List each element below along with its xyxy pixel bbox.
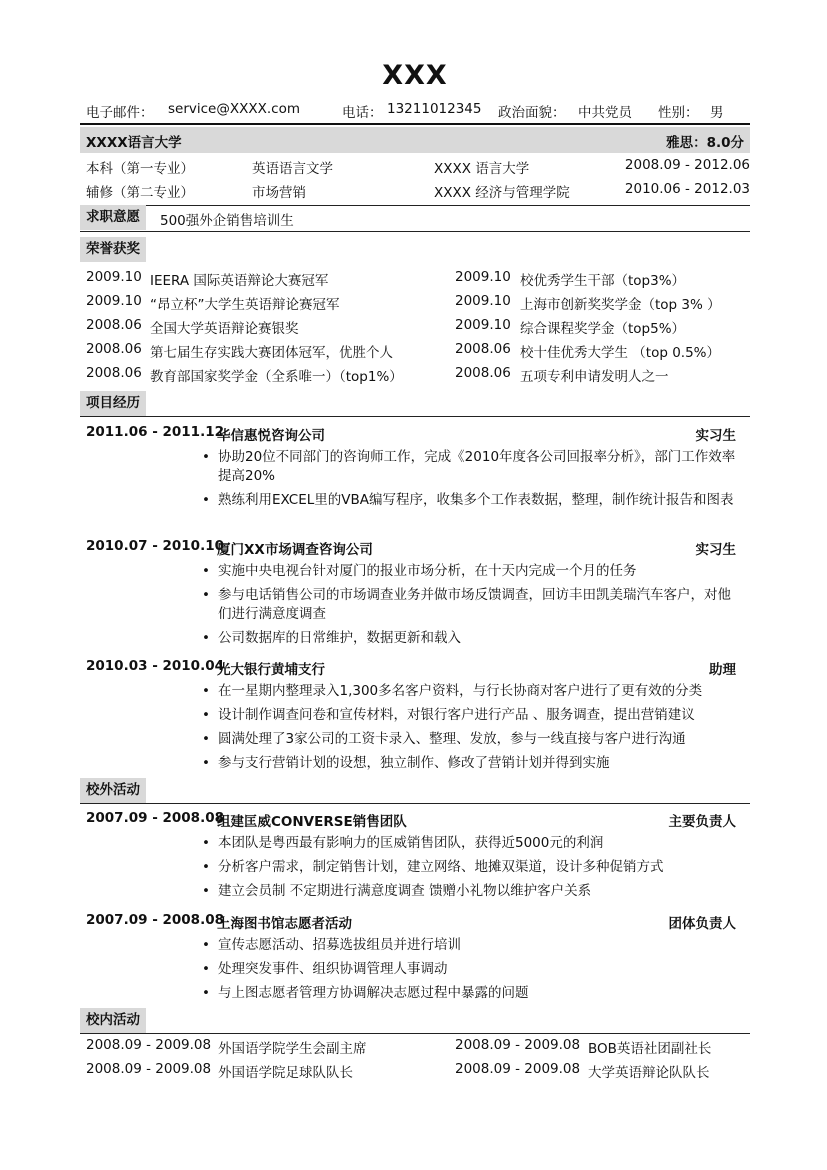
honor-row (80, 269, 750, 291)
honor-text: 校十佳优秀大学生 （top 0.5%） (520, 345, 721, 361)
honor-text: 上海市创新奖奖学金（top 3% ） (520, 297, 721, 313)
experience-org: 厦门XX市场调查咨询公司 (217, 542, 373, 558)
campus-role: 外国语学院足球队队长 (218, 1065, 353, 1081)
honor-date: 2009.10 (455, 269, 511, 285)
honor-date: 2009.10 (86, 293, 142, 309)
experience-org: 上海图书馆志愿者活动 (217, 916, 352, 932)
experience-header (86, 810, 736, 830)
honor-date: 2008.06 (455, 341, 511, 357)
honor-text: 全国大学英语辩论赛银奖 (150, 321, 299, 337)
honor-row (80, 341, 750, 363)
honor-date: 2009.10 (86, 269, 142, 285)
bullet-item: • 公司数据库的日常维护，数据更新和载入 (218, 629, 738, 648)
phone-label: 电话： (342, 105, 383, 121)
education-row (80, 181, 750, 203)
honor-date: 2009.10 (455, 293, 511, 309)
experience-bullets (218, 834, 738, 906)
section-title-outside: 校外活动 (80, 778, 146, 803)
education-divider (80, 205, 750, 206)
bullet-item: • 本团队是粤西最有影响力的匡威销售团队，获得近5000元的利润 (218, 834, 738, 853)
experience-header (86, 538, 736, 558)
education-header (80, 127, 750, 153)
politics-label: 政治面貌： (498, 105, 566, 121)
campus-period: 2008.09 - 2009.08 (455, 1061, 581, 1077)
degree-major: 英语语言文学 (252, 161, 333, 177)
politics-value: 中共党员 (578, 105, 632, 121)
honor-date: 2008.06 (455, 365, 511, 381)
gender-value: 男 (710, 105, 724, 121)
experience-role: 团体负责人 (668, 916, 736, 932)
objective-value (160, 209, 560, 231)
honor-date: 2008.06 (86, 365, 142, 381)
honor-date: 2009.10 (455, 317, 511, 333)
objective-label: 求职意愿 (80, 205, 146, 230)
section-title-campus: 校内活动 (80, 1008, 146, 1033)
degree-type: 辅修（第二专业） (86, 185, 194, 201)
honor-row (80, 317, 750, 339)
section-title-honors: 荣誉获奖 (80, 237, 146, 262)
degree-school: XXXX 语言大学 (434, 161, 530, 177)
campus-row (80, 1037, 750, 1059)
bullet-item: • 分析客户需求，制定销售计划，建立网络、地摊双渠道，设计多种促销方式 (218, 858, 738, 877)
campus-role: BOB英语社团副社长 (588, 1041, 712, 1057)
education-row (80, 157, 750, 179)
contact-line (80, 101, 750, 121)
campus-period: 2008.09 - 2009.08 (86, 1061, 212, 1077)
bullet-item: • 参与支行营销计划的设想，独立制作、修改了营销计划并得到实施 (218, 754, 738, 773)
outside-divider (80, 803, 750, 804)
degree-school: XXXX 经济与管理学院 (434, 185, 570, 201)
honor-text: 综合课程奖学金（top5%） (520, 321, 686, 337)
bullet-item: • 建立会员制 不定期进行满意度调查 馈赠小礼物以维护客户关系 (218, 882, 738, 901)
ielts-score: 雅思：8.0分 (666, 135, 744, 151)
experience-bullets (218, 562, 738, 653)
honor-row (80, 293, 750, 315)
projects-divider (80, 416, 750, 417)
bullet-item: • 宣传志愿活动、招募选拔组员并进行培训 (218, 936, 738, 955)
experience-role: 实习生 (695, 428, 736, 444)
honor-row (80, 365, 750, 387)
experience-period: 2010.07 - 2010.10 (86, 538, 224, 554)
experience-period: 2007.09 - 2008.08 (86, 912, 224, 928)
degree-period: 2008.09 - 2012.06 (624, 157, 750, 173)
bullet-item: • 与上图志愿者管理方协调解决志愿过程中暴露的问题 (218, 984, 738, 1003)
experience-bullets (218, 936, 738, 1008)
email-value: service@XXXX.com (168, 101, 300, 117)
candidate-name: XXX (382, 60, 448, 91)
honor-text: 教育部国家奖学金（全系唯一）（top1%） (150, 369, 403, 385)
objective-text: 500强外企销售培训生 (160, 213, 294, 229)
phone-value: 13211012345 (387, 101, 482, 117)
campus-role: 外国语学院学生会副主席 (218, 1041, 367, 1057)
bullet-item: • 处理突发事件、组织协调管理人事调动 (218, 960, 738, 979)
bullet-item: • 熟练利用EXCEL里的VBA编写程序，收集多个工作表数据，整理，制作统计报告和图表 (218, 491, 738, 510)
experience-org: 组建匡威CONVERSE销售团队 (217, 814, 407, 830)
honor-text: “昂立杯”大学生英语辩论赛冠军 (150, 297, 340, 313)
bullet-item: • 实施中央电视台针对厦门的报业市场分析，在十天内完成一个月的任务 (218, 562, 738, 581)
bullet-item: • 在一星期内整理录入1,300多名客户资料，与行长协商对客户进行了更有效的分类 (218, 682, 738, 701)
experience-org: 光大银行黄埔支行 (217, 662, 325, 678)
campus-period: 2008.09 - 2009.08 (455, 1037, 581, 1053)
degree-major: 市场营销 (252, 185, 306, 201)
email-label: 电子邮件： (86, 105, 154, 121)
experience-bullets (218, 448, 738, 515)
campus-divider (80, 1033, 750, 1034)
campus-row (80, 1061, 750, 1083)
campus-period: 2008.09 - 2009.08 (86, 1037, 212, 1053)
experience-role: 助理 (709, 662, 736, 678)
bullet-item: • 协助20位不同部门的咨询师工作，完成《2010年度各公司回报率分析》，部门工作效率提高20% (218, 448, 738, 486)
honor-text: 五项专利申请发明人之一 (520, 369, 669, 385)
bullet-item: • 圆满处理了3家公司的工资卡录入、整理、发放，参与一线直接与客户进行沟通 (218, 730, 738, 749)
experience-period: 2011.06 - 2011.12 (86, 424, 224, 440)
experience-header (86, 424, 736, 444)
experience-role: 主要负责人 (668, 814, 736, 830)
honor-text: 第七届生存实践大赛团体冠军，优胜个人 (150, 345, 393, 361)
objective-divider (80, 231, 750, 232)
experience-header (86, 658, 736, 678)
honor-text: 校优秀学生干部（top3%） (520, 273, 686, 289)
contact-divider (80, 123, 750, 125)
section-title-projects: 项目经历 (80, 391, 146, 416)
gender-label: 性别： (658, 105, 699, 121)
degree-period: 2010.06 - 2012.03 (624, 181, 750, 197)
campus-role: 大学英语辩论队队长 (588, 1065, 710, 1081)
bullet-item: • 设计制作调查问卷和宣传材料，对银行客户进行产品 、服务调查，提出营销建议 (218, 706, 738, 725)
experience-period: 2007.09 - 2008.08 (86, 810, 224, 826)
experience-org: 华信惠悦咨询公司 (217, 428, 325, 444)
experience-bullets (218, 682, 738, 778)
experience-period: 2010.03 - 2010.04 (86, 658, 224, 674)
degree-type: 本科（第一专业） (86, 161, 194, 177)
honor-date: 2008.06 (86, 341, 142, 357)
honor-date: 2008.06 (86, 317, 142, 333)
bullet-item: • 参与电话销售公司的市场调查业务并做市场反馈调查，回访丰田凯美瑞汽车客户，对他们进行满意度调查 (218, 586, 738, 624)
education-school: XXXX语言大学 (86, 135, 182, 151)
experience-header (86, 912, 736, 932)
experience-role: 实习生 (695, 542, 736, 558)
honor-text: IEERA 国际英语辩论大赛冠军 (150, 273, 329, 289)
